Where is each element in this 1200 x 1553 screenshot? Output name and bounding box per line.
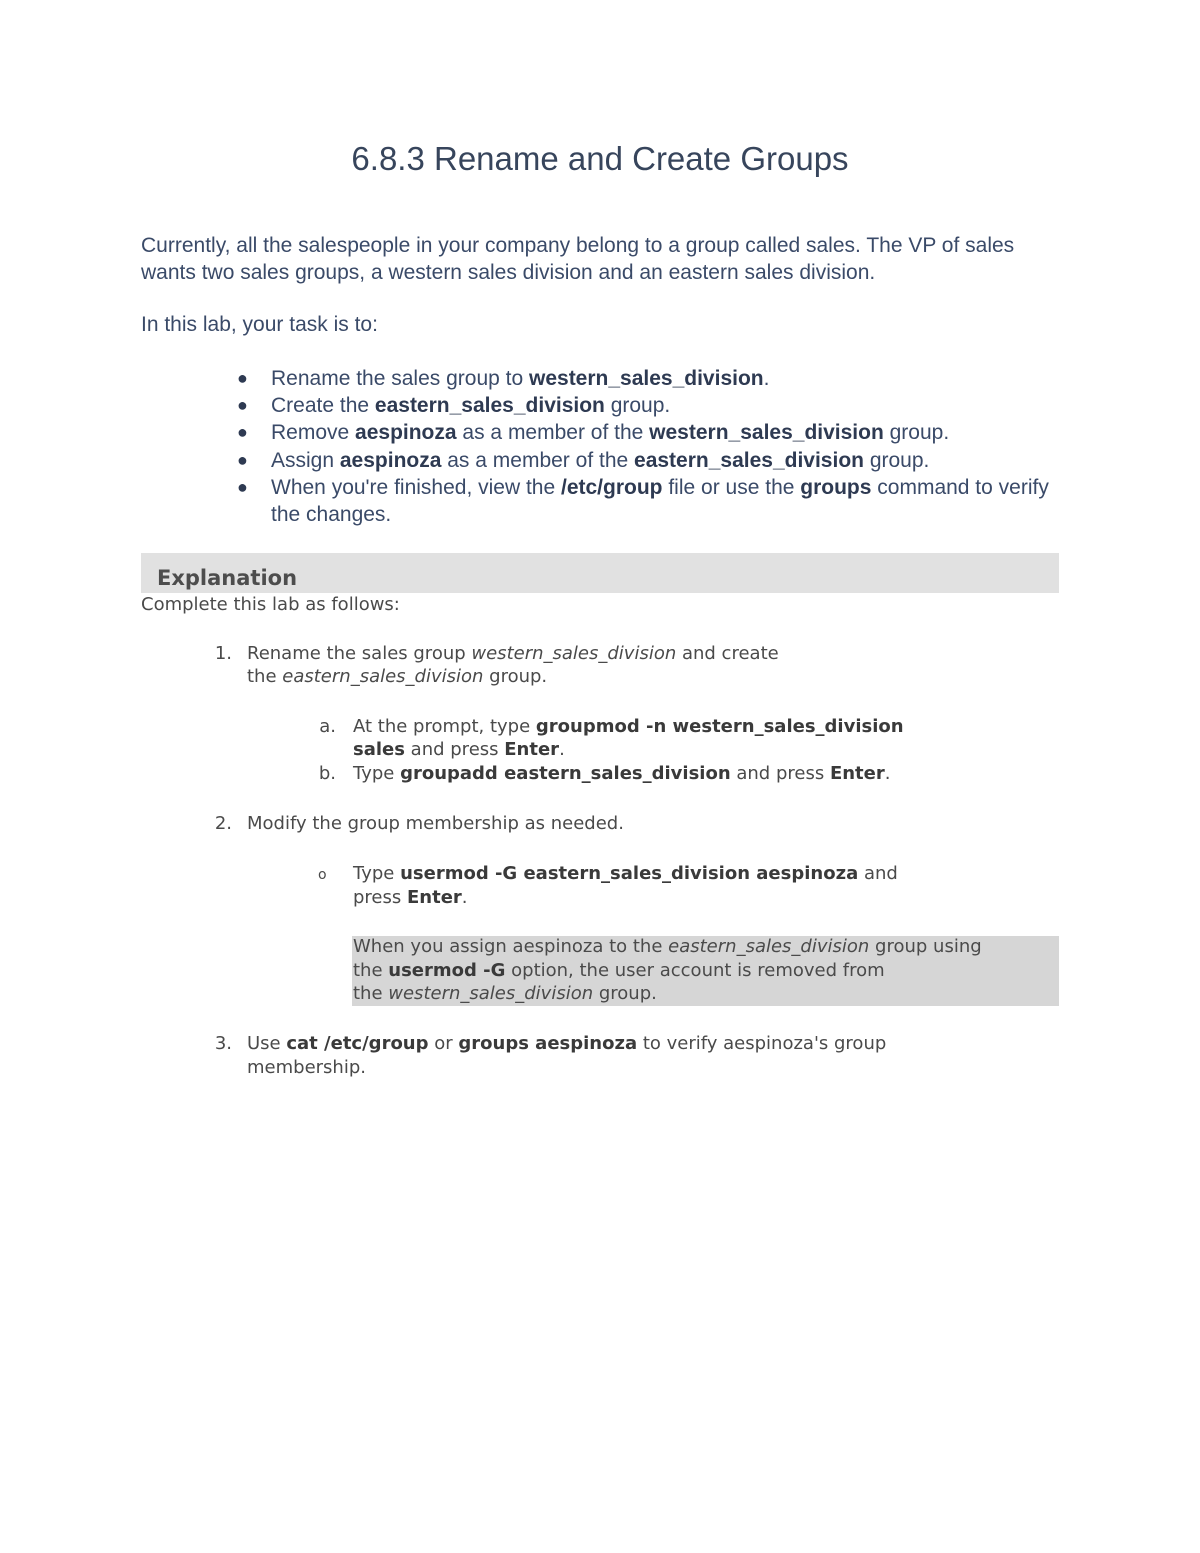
note-line-2: the usermod -G option, the user account is removed from [353,960,885,981]
circle-bullet-icon: o [318,867,327,883]
step-3-line-1: Use cat /etc/group or groups aespinoza to verify aespinoza's group [247,1033,887,1054]
substep-marker: a. [319,716,336,737]
step-number: 2. [214,813,232,834]
step-3-line-2: membership. [247,1057,366,1078]
substep-a-line-1: At the prompt, type groupmod -n western_sales_division [353,716,904,737]
task-item: ● Remove aespinoza as a member of the western_sales_division group. [271,419,1071,446]
substep-line-1: Type usermod -G eastern_sales_division aespinoza and [353,863,898,884]
substep-marker: b. [318,763,336,784]
bullet-icon: ● [237,476,248,497]
note-line-3: the western_sales_division group. [353,983,657,1004]
explanation-intro: Complete this lab as follows: [141,594,400,615]
page-title: 6.8.3 Rename and Create Groups [351,140,849,177]
task-list [237,365,1071,528]
task-item: ● Rename the sales group to western_sales_division. [271,365,1071,392]
substep-a-line-2: sales and press Enter. [353,739,565,760]
step-2-text: Modify the group membership as needed. [247,813,624,834]
explanation-heading: Explanation [157,566,298,590]
task-lead: In this lab, your task is to: [141,313,378,336]
bullet-icon: ● [237,422,248,443]
step-number: 3. [214,1033,232,1054]
step-1-line-1: Rename the sales group western_sales_division and create [247,643,779,664]
bullet-icon: ● [237,368,248,388]
substep-b-line: Type groupadd eastern_sales_division and press Enter. [353,763,891,784]
bullet-icon: ● [237,395,248,416]
task-item: ● Assign aespinoza as a member of the eastern_sales_division group. [271,447,1071,474]
bullet-icon: ● [237,449,248,470]
step-number: 1. [214,643,232,664]
task-item: ● Create the eastern_sales_division group. [271,392,1071,419]
substep-line-2: press Enter. [353,887,468,908]
note-line-1: When you assign aespinoza to the eastern_sales_division group using [353,936,982,957]
intro-paragraph: Currently, all the salespeople in your company belong to a group called sales. The VP of sales wants two sales groups, a western sales division and an eastern sales division. [141,234,1015,284]
step-1-line-2: the eastern_sales_division group. [247,666,548,687]
task-item: ● When you're finished, view the /etc/group file or use the groups command to verify the changes. [237,475,1049,527]
